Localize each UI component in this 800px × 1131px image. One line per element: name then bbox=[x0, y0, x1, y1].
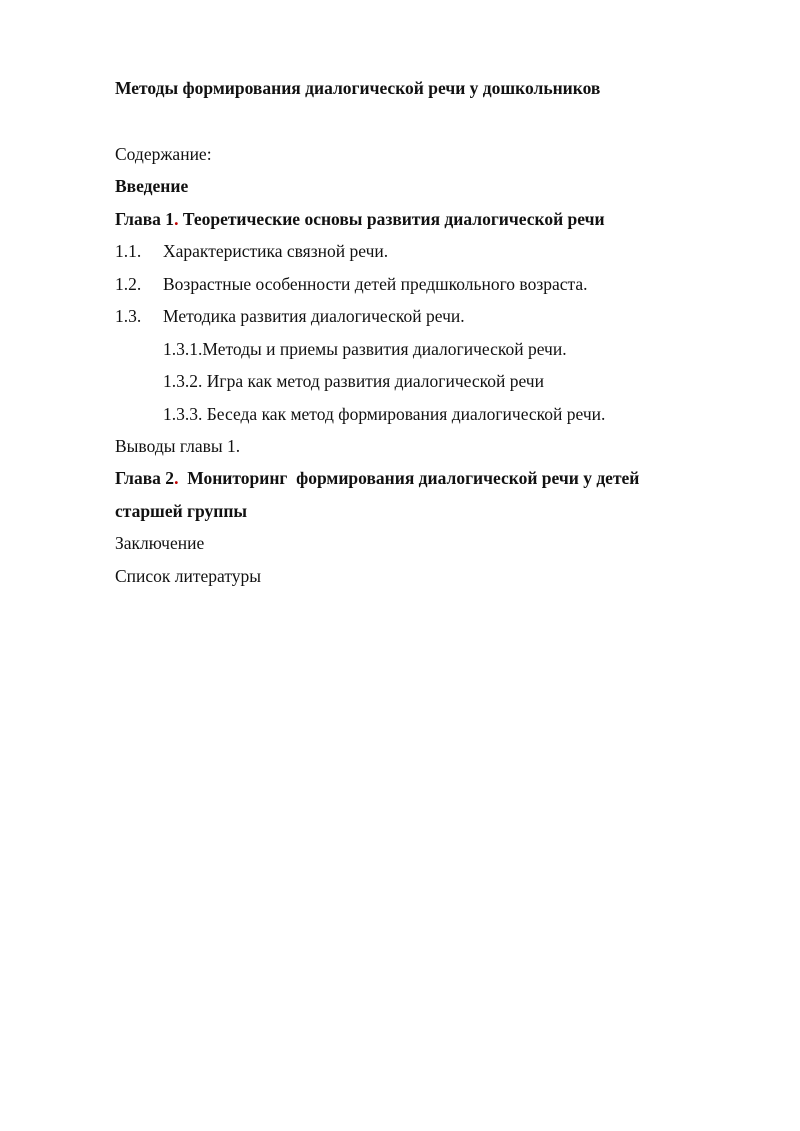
toc-references: Список литературы bbox=[115, 566, 262, 586]
toc-chapter-1-conclusions: Выводы главы 1. bbox=[115, 436, 241, 456]
toc-section-1-1 bbox=[115, 240, 388, 262]
toc-chapter-2 bbox=[115, 467, 639, 489]
toc-subsection-1-3-2: 1.3.2. Игра как метод развития диалогической речи bbox=[163, 371, 544, 391]
section-text: Характеристика связной речи. bbox=[163, 241, 389, 261]
chapter-1-dot: . bbox=[174, 209, 179, 229]
section-number: 1.1. bbox=[115, 241, 142, 261]
section-text: Методика развития диалогической речи. bbox=[163, 306, 465, 326]
chapter-1-title: Теоретические основы развития диалогической речи bbox=[178, 209, 605, 229]
toc-subsection-1-3-3: 1.3.3. Беседа как метод формирования диалогической речи. bbox=[163, 404, 606, 424]
toc-section-1-3 bbox=[115, 305, 465, 327]
toc-conclusion: Заключение bbox=[115, 533, 205, 553]
toc-item-intro: Введение bbox=[115, 176, 189, 196]
chapter-2-title-line1: Мониторинг формирования диалогической речи у детей bbox=[178, 468, 640, 488]
chapter-2-title-line2: старшей группы bbox=[115, 501, 248, 521]
toc-chapter-1 bbox=[115, 208, 605, 230]
toc-section-1-2 bbox=[115, 273, 588, 295]
toc-heading: Содержание: bbox=[115, 144, 212, 164]
section-text: Возрастные особенности детей предшкольного возраста. bbox=[163, 274, 588, 294]
toc-subsection-1-3-1: 1.3.1.Методы и приемы развития диалогической речи. bbox=[163, 339, 567, 359]
chapter-2-prefix: Глава 2 bbox=[115, 468, 175, 488]
chapter-2-dot: . bbox=[174, 468, 179, 488]
section-number: 1.2. bbox=[115, 274, 142, 294]
chapter-1-prefix: Глава 1 bbox=[115, 209, 175, 229]
section-number: 1.3. bbox=[115, 306, 142, 326]
document-title: Методы формирования диалогической речи у дошкольников bbox=[115, 78, 601, 98]
